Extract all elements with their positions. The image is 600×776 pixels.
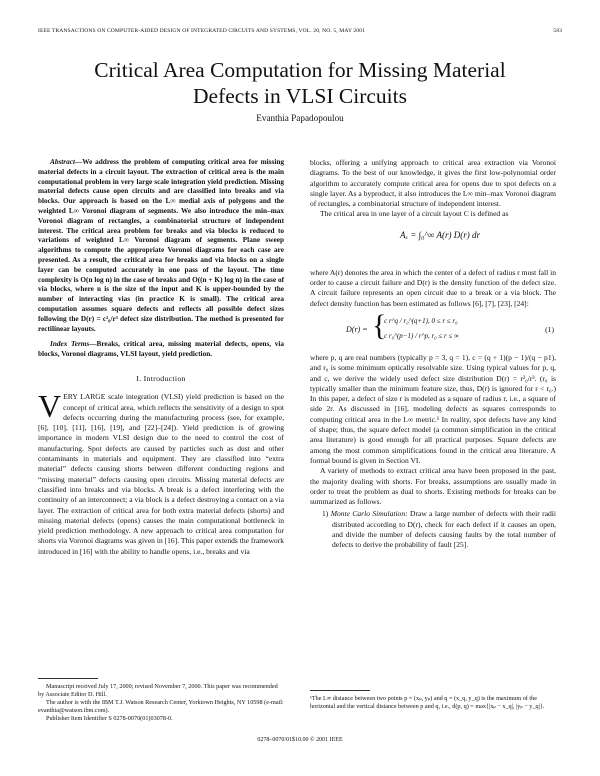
index-terms-text: Breaks, critical area, missing material defects, opens, via blocks, Voronoi diagrams, VLSI layout, yield prediction. <box>38 340 284 359</box>
right-paragraph-5: A variety of methods to extract critical area have been proposed in the past, the majority dealing with shorts. For breaks, assumptions are usually made in order to treat the problem as dual to shorts. Existing methods for breaks can be summarized as follows. <box>310 466 556 507</box>
equation-case-1: c r^q / r₀^(q+1), 0 ≤ r ≤ r₀ <box>384 316 458 325</box>
footnote-rule <box>38 678 98 679</box>
right-paragraph-3: where A(r) denotes the area in which the center of a defect of radius r must fall in order to cause a circuit failure and D(r) is the density function of the defect size. A circuit failure represents an open circuit due to a break or a via block. The defect density function has been estimated as follows [6], [7], [23], [24]: <box>310 267 556 308</box>
left-column <box>38 158 284 557</box>
methods-list <box>310 509 556 550</box>
right-paragraph-1: blocks, offering a unifying approach to critical area extraction via Voronoi diagrams. To the best of our knowledge, it gives the first low-polynomial order algorithm to accurately compute critical area for opens due to spot defects on a single layer. As a byproduct, it also introduces the L∞ min–max Voronoi diagram of rectangles, a combinatorial structure of independent interest. <box>310 158 556 209</box>
right-paragraph-2: The critical area in one layer of a circuit layout C is defined as <box>320 209 509 219</box>
footnote-rule <box>310 690 370 691</box>
author-name: Evanthia Papadopoulou <box>256 113 344 123</box>
footnote-affiliation: The author is with the IBM T.J. Watson Research Center, Yorktown Heights, NY 10598 (e-mail: evanthia@watson.ibm.com). <box>38 699 284 714</box>
copyright-line: 0278–0070/01$10.00 © 2001 IEEE <box>257 737 343 743</box>
running-header <box>38 28 562 34</box>
list-item-number: 1) <box>322 509 329 519</box>
section-heading: I. Introduction <box>136 373 186 383</box>
title-line-1: Critical Area Computation for Missing Material <box>94 58 506 82</box>
abstract <box>38 158 284 334</box>
journal-name: IEEE TRANSACTIONS ON COMPUTER-AIDED DESIGN OF INTEGRATED CIRCUITS AND SYSTEMS, VOL. 20, NO. 5, MAY 2001 <box>38 28 365 34</box>
index-terms <box>38 340 284 360</box>
list-item-title: Monte Carlo Simulation: <box>330 509 408 519</box>
right-paragraph-4: where p, q are real numbers (typically p = 3, q = 1), c = (q + 1)(p − 1)/(q − p1), and r₀ is some minimum optically resolvable size. Using typical values for p, q, and c, we derive the widely used defect size distribution D(r) = r²₀/r³. (r₀ is typically smaller than the minimum feature size, thus, D(r) is ignored for r < r₀.) In this paper, a defect of size r is modeled as a square of radius r, i.e., a square of side 2r. As discussed in [16], modeling defects as squares corresponds to computing critical area in the L∞ metric.¹ In reality, spot defects have any kind of shape; thus, the square defect model (a common simplification in the critical area literature) is good enough for all practical purposes. Square defects are among the most common simplifications found in the critical area literature. A formal bound is given in Section VI. <box>310 352 556 465</box>
right-footnote <box>310 690 556 711</box>
page-number: 583 <box>553 28 562 34</box>
left-footnotes <box>38 678 284 723</box>
footnote-received: Manuscript received July 17, 2000; revised November 7, 2000. This paper was recommended by Associate Editor D. Hill. <box>38 683 278 698</box>
list-item <box>322 509 556 550</box>
drop-cap: V <box>38 388 62 425</box>
equation-brace: { <box>372 308 387 342</box>
equation-defect-density <box>310 308 556 347</box>
equation-number: (1) <box>545 324 554 334</box>
intro-paragraph <box>38 388 284 557</box>
intro-text: scale integration (VLSI) yield prediction is based on the concept of critical area, which reflects the sensitivity of a design to spot defects occurring during the manufacturing process (see, for example, [6], [10], [11], [16], [19], and [22]–[24]). Yield prediction is of growing importance in modern VLSI design due to the need to control the cost of manufacturing. Spot defects are caused by particles such as dust and other contaminants in materials and equipment. They are classified into “extra material” defects causing shorts between different conducting regions and “missing material” defects causing open circuits. Missing material defects are classified into breaks and via blocks. A break is a defect interfering with the continuity of an interconnect; a via block is a defect destroying a contact on a via layer. The extraction of critical area for both extra material defects (shorts) and missing material defects (opens) causes the main computational bottleneck in yield prediction methodology. A new approach to critical area computation for shorts via Voronoi diagrams was given in [16]. This paper extends the framework introduced in [16] with the ability to handle opens, i.e., breaks and via <box>38 392 284 556</box>
right-column <box>310 158 556 551</box>
equation-lhs: D(r) = <box>346 324 368 334</box>
list-item-text: Draw a large number of defects with their radii distributed according to D(r), check for each defect if it causes an open, and divide the number of defects causing faults by the total number of defects to derive the probability of fault [25]. <box>332 509 557 550</box>
paper-title <box>0 57 600 109</box>
footnote-publisher-id: Publisher Item Identifier S 0278-0070(01)03078-0. <box>46 715 173 722</box>
equation-case-2: c r₀^(p−1) / r^p, r₀ ≤ r ≤ ∞ <box>384 331 460 340</box>
title-line-2: Defects in VLSI Circuits <box>193 84 407 108</box>
equation-critical-area <box>310 226 556 262</box>
abstract-text: We address the problem of computing critical area for missing material defects in a circuit layout. The extraction of critical area is the main computational problem in very large scale integration yield prediction. Missing material defects cause open circuits and are classified into breaks and via blocks. Our approach is based on the L∞ medial axis of polygons and the weighted L∞ Voronoi diagram of segments. We also introduce the min–max Voronoi diagram of rectangles, a combinatorial structure of independent interest. The critical area problem for breaks and via blocks is reduced to variations of weighted L∞ Voronoi diagram of segments. Plane sweep algorithms to compute the appropriate Voronoi diagrams for each case are presented. As a result, the critical area for breaks and via blocks on a single layer can be computed accurately in one pass of the layout. The time complexity is O(n log n) in the case of breaks and O((n + K) log n) in the case of via blocks, where n is the size of the input and K is upper-bounded by the number of interacting vias (in practice K is small). The critical area computation assumes square defects and reflects all possible defect sizes following the D(r) = c²₀/r³ defect size distribution. The method is presented for rectilinear layouts. <box>38 158 284 333</box>
index-terms-label: Index Terms— <box>50 340 97 349</box>
equation-critical-area-text: Aₓ = ∫₀^∞ A(r) D(r) dr <box>400 229 481 240</box>
footnote-linf-distance: ¹The L∞ distance between two points p = (xₚ, yₚ) and q = (x_q, y_q) is the maximum of the horizontal and the vertical distance between p and q, i.e., d(p, q) = max{|xₚ − x_q|, |yₚ − y_q|}. <box>310 695 545 710</box>
abstract-label: Abstract— <box>50 158 83 166</box>
intro-first-word: ERY LARGE <box>63 392 106 402</box>
